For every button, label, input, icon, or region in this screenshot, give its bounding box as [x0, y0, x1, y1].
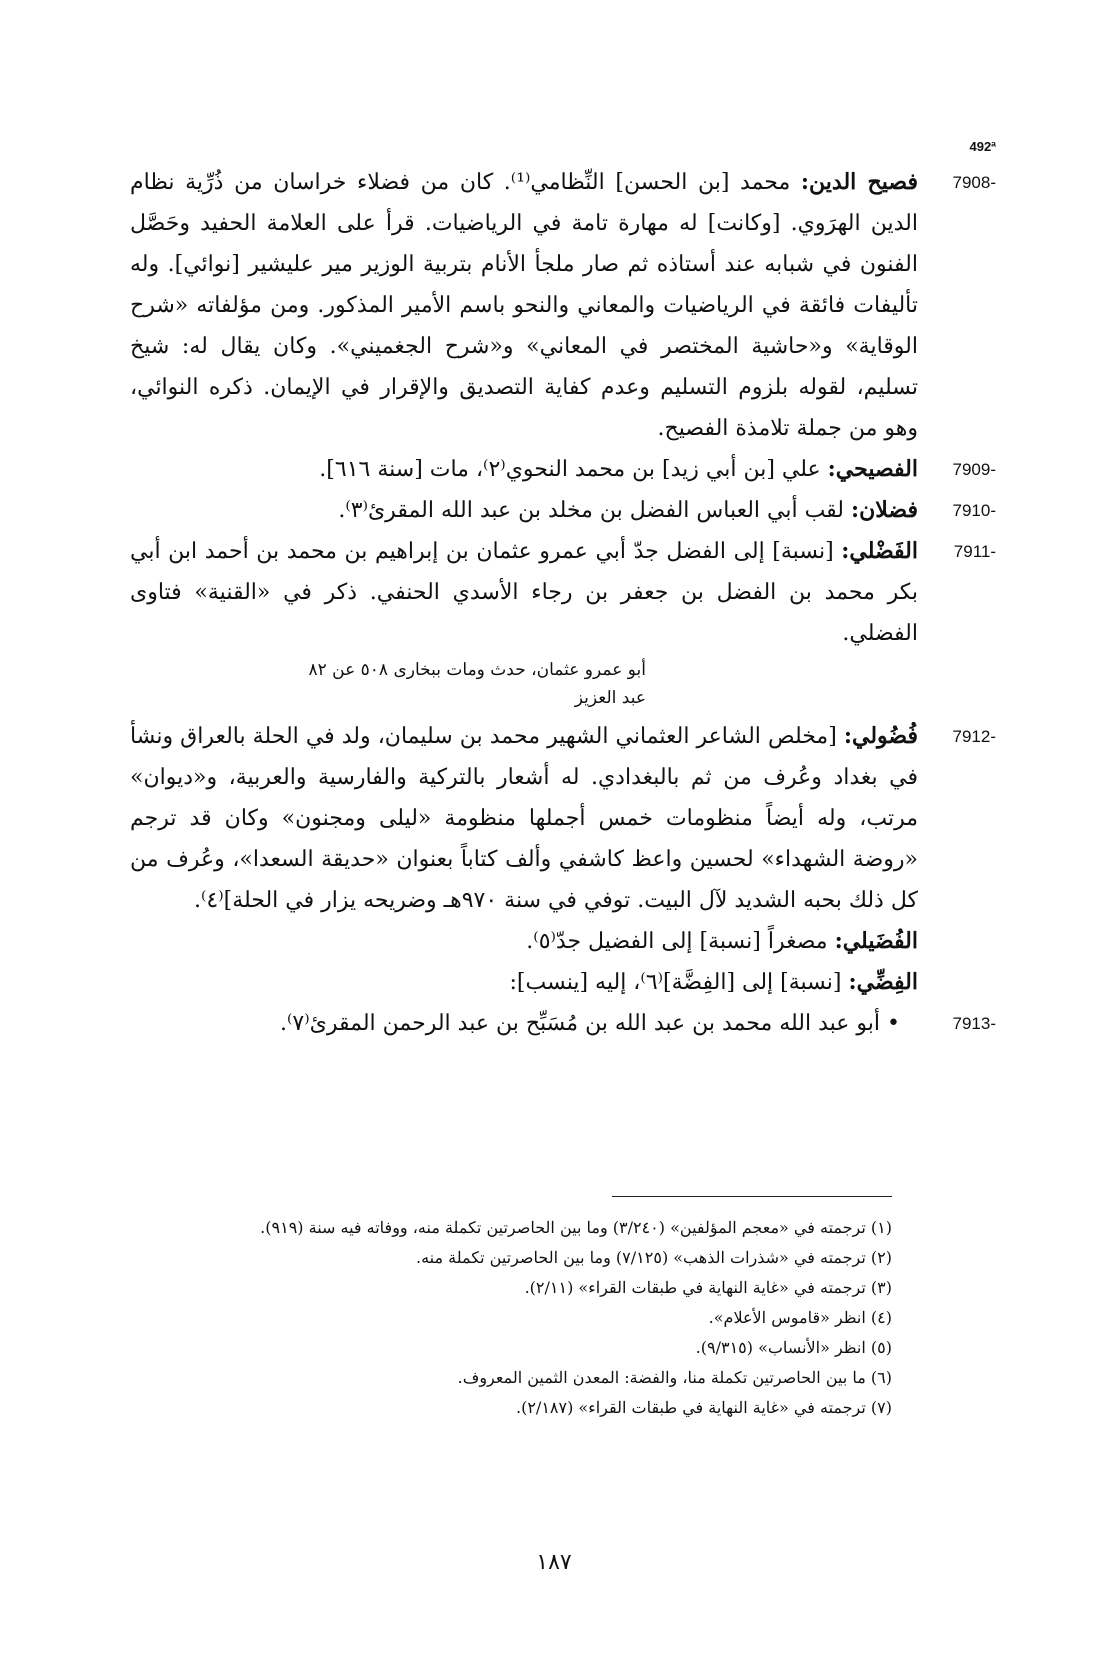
- footnote: (٦) ما بين الحاصرتين تكملة منا، والفضة: المعدن الثمين المعروف.: [457, 1368, 892, 1387]
- entry-7911: [130, 531, 996, 654]
- entry-headword: الفُضَيلي:: [834, 928, 918, 954]
- entry-number: 7908-: [952, 173, 996, 192]
- entry-headword: فُضُولي:: [843, 723, 918, 749]
- entry-text: لقب أبي العباس الفضل بن مخلد بن عبد الله المقرئ⁽٣⁾.: [338, 498, 851, 523]
- sub-entry-fiddi: [130, 962, 996, 1003]
- entry-7910: [130, 490, 996, 531]
- entry-text: [نسبة] إلى [الفِضَّة]⁽٦⁾، إليه [ينسب]:: [509, 970, 849, 995]
- entry-headword: الفصيحي:: [827, 456, 918, 482]
- entry-headword: الفَضْلي:: [841, 538, 918, 564]
- entry-7909: [130, 449, 996, 490]
- entry-7912: [130, 716, 996, 921]
- entry-text: • أبو عبد الله محمد بن عبد الله بن مُسَبِّح بن عبد الرحمن المقرئ⁽٧⁾.: [279, 1011, 900, 1036]
- entry-number: 7910-: [952, 501, 996, 520]
- footnote: (٥) انظر «الأنساب» (٩/٣١٥).: [695, 1338, 892, 1357]
- margin-note-line: أبو عمرو عثمان، حدث ومات ببخارى ٥٠٨ عن ٨٢: [308, 660, 646, 680]
- entry-text: علي [بن أبي زيد] بن محمد النحوي⁽٢⁾، مات [سنة ٦١٦].: [319, 457, 828, 482]
- entry-number: 7909-: [952, 460, 996, 479]
- page-number: ١٨٧: [536, 1550, 572, 1575]
- footnote: (١) ترجمته في «معجم المؤلفين» (٣/٢٤٠) وما بين الحاصرتين تكملة منه، ووفاته فيه سنة (٩١٩).: [260, 1218, 892, 1237]
- entry-text: مصغراً [نسبة] إلى الفضيل جدّ⁽٥⁾.: [526, 929, 835, 954]
- entry-headword: فصيح الدين:: [800, 169, 918, 195]
- main-text: [130, 162, 996, 1044]
- entry-7908: [130, 162, 996, 449]
- folio-marker: 492ª: [969, 139, 996, 154]
- entry-text: [مخلص الشاعر العثماني الشهير محمد بن سليمان، ولد في الحلة بالعراق ونشأ في بغداد وعُرف من ثم بالبغدادي. له أشعار بالتركية والفارسية والعربية، و«ديوان» مرتب، وله أيضاً منظومات خمس أجملها منظومة «ليلى ومجنون» وكان قد ترجم «روضة الشهداء» لحسين واعظ كاشفي وألف كتاباً بعنوان «حديقة السعدا»، وعُرف من كل ذلك بحبه الشديد لآل البيت. توفي في سنة ٩٧٠هـ وضريحه يزار في الحلة]⁽٤⁾.: [130, 724, 918, 913]
- entry-number: 7912-: [952, 727, 996, 746]
- footnotes: [132, 1213, 892, 1423]
- margin-note-line: عبد العزيز: [574, 688, 646, 708]
- entry-7913: [130, 1003, 996, 1044]
- entry-number: 7911-: [953, 542, 996, 561]
- entry-text: محمد [بن الحسن] النِّظامي⁽¹⁾. كان من فضلاء خراسان من ذُرِّية نظام الدين الهرَوي. [وكانت] له مهارة تامة في الرياضيات. قرأ على العلامة الحفيد وحَصَّل الفنون في شبابه عند أستاذه ثم صار ملجأ الأنام بتربية الوزير مير عليشير [نوائي]. وله تأليفات فائقة في الرياضيات والمعاني والنحو باسم الأمير المذكور. ومن مؤلفاته «شرح الوقاية» و«حاشية المختصر في المعاني» و«شرح الجغميني». وكان يقال له: شيخ تسليم، لقوله بلزوم التسليم وعدم كفاية التصديق والإقرار في الإيمان. ذكره النوائي، وهو من جملة تلامذة الفصيح.: [130, 170, 918, 441]
- footnote: (٧) ترجمته في «غاية النهاية في طبقات القراء» (٢/١٨٧).: [516, 1398, 892, 1417]
- footnote-divider: [612, 1196, 892, 1197]
- footnote: (٢) ترجمته في «شذرات الذهب» (٧/١٢٥) وما بين الحاصرتين تكملة منه.: [415, 1248, 892, 1267]
- margin-note: [130, 656, 996, 712]
- footnote: (٤) انظر «قاموس الأعلام».: [708, 1308, 892, 1327]
- entry-number: 7913-: [952, 1014, 996, 1033]
- footnote: (٣) ترجمته في «غاية النهاية في طبقات القراء» (٢/١١).: [524, 1278, 892, 1297]
- entry-text: [نسبة] إلى الفضل جدّ أبي عمرو عثمان بن إبراهيم بن محمد بن أحمد ابن أبي بكر محمد بن الفضل بن جعفر بن رجاء الأسدي الحنفي. ذكر في «القنية» فتاوى الفضلي.: [130, 539, 918, 646]
- entry-headword: فضلان:: [851, 497, 918, 523]
- sub-entry-fudayli: [130, 921, 996, 962]
- entry-headword: الفِضِّي:: [848, 969, 918, 995]
